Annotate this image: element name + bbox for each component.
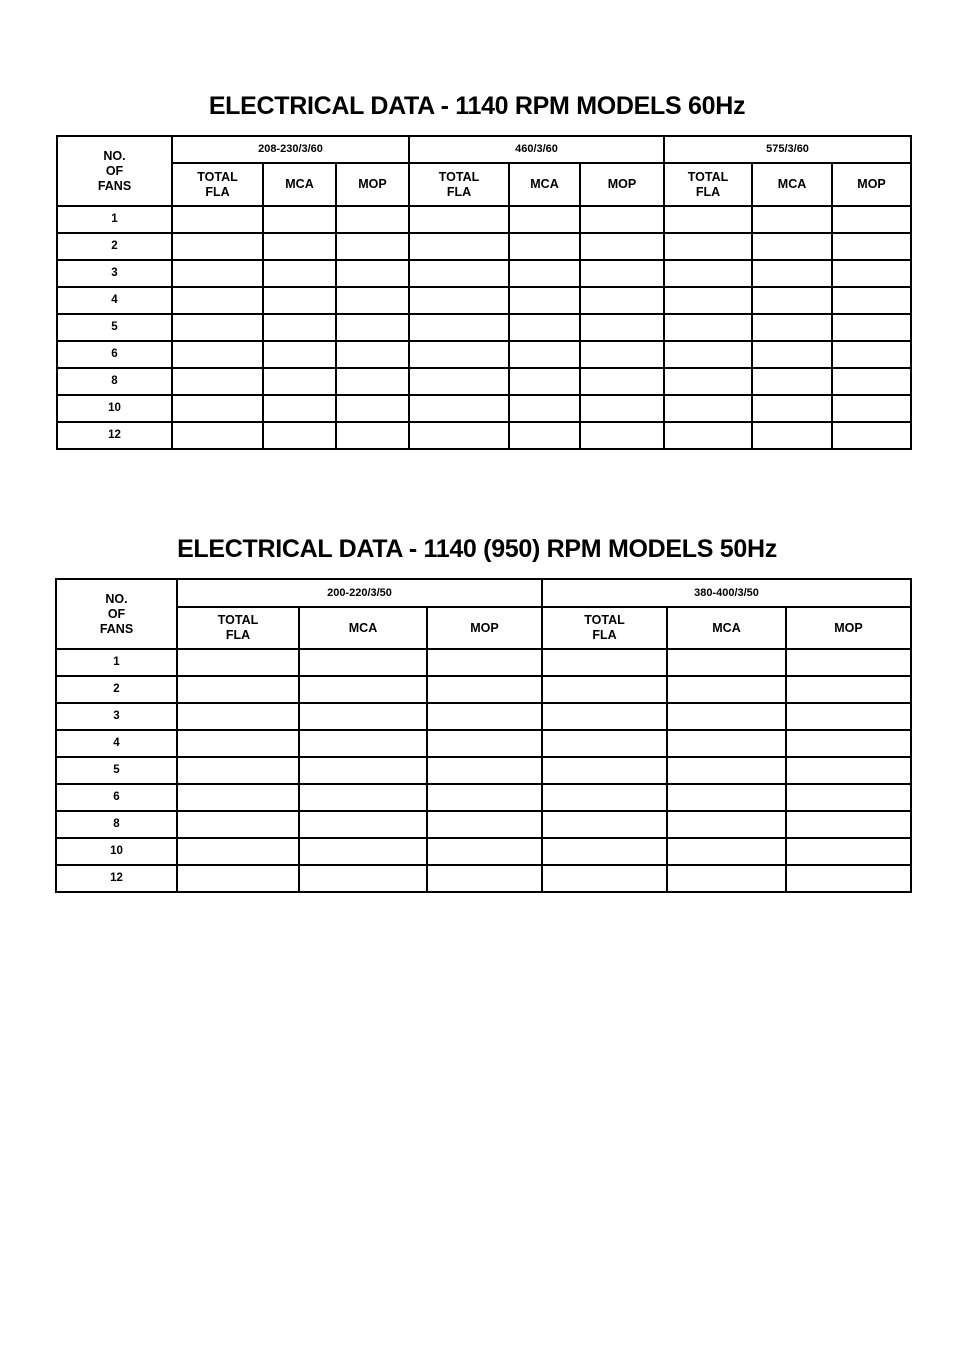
table-50hz-title: ELECTRICAL DATA - 1140 (950) RPM MODELS 50Hz [177,535,777,563]
empty-value-cell [172,395,263,422]
fan-count-cell: 1 [57,206,172,233]
empty-value-cell [832,314,911,341]
empty-value-cell [664,233,752,260]
empty-value-cell [263,314,336,341]
empty-value-cell [409,368,509,395]
empty-value-cell [580,233,664,260]
table-row [57,422,911,449]
total-fla-header [177,607,299,649]
empty-value-cell [177,865,299,892]
empty-value-cell [664,368,752,395]
empty-value-cell [786,784,911,811]
fla-label: FLA [592,628,617,642]
table-row [56,811,911,838]
empty-value-cell [752,206,832,233]
empty-value-cell [172,368,263,395]
empty-value-cell [299,838,427,865]
table-row [57,314,911,341]
fla-label: FLA [446,184,472,199]
empty-value-cell [667,811,786,838]
empty-value-cell [542,784,667,811]
empty-value-cell [786,757,911,784]
empty-value-cell [336,341,409,368]
table-row [56,865,911,892]
table-row [57,368,911,395]
table-60hz-title: ELECTRICAL DATA - 1140 RPM MODELS 60Hz [208,92,746,120]
empty-value-cell [580,287,664,314]
empty-value-cell [336,260,409,287]
empty-value-cell [542,865,667,892]
empty-value-cell [299,730,427,757]
empty-value-cell [542,676,667,703]
empty-value-cell [786,838,911,865]
empty-value-cell [509,422,580,449]
table-row [57,260,911,287]
no-of-fans-header [56,579,177,649]
empty-value-cell [509,260,580,287]
empty-value-cell [172,260,263,287]
empty-value-cell [786,730,911,757]
mop-header: MOP [580,163,664,206]
fan-count-cell: 10 [57,395,172,422]
empty-value-cell [509,341,580,368]
voltage-group-header: 460/3/60 [409,136,664,163]
empty-value-cell [752,314,832,341]
empty-value-cell [177,676,299,703]
fan-count-cell: 8 [56,811,177,838]
fan-count-cell: 6 [57,341,172,368]
table-row [56,649,911,676]
total-fla-header [542,607,667,649]
voltage-group-header: 575/3/60 [664,136,911,163]
empty-value-cell [752,395,832,422]
total-label: TOTAL [687,169,729,184]
fans-label-line: FANS [97,178,132,193]
fan-count-cell: 3 [57,260,172,287]
empty-value-cell [172,287,263,314]
empty-value-cell [427,865,542,892]
empty-value-cell [664,206,752,233]
empty-value-cell [667,784,786,811]
table-row [56,676,911,703]
empty-value-cell [752,260,832,287]
empty-value-cell [263,422,336,449]
empty-value-cell [263,260,336,287]
empty-value-cell [263,341,336,368]
empty-value-cell [427,730,542,757]
empty-value-cell [509,395,580,422]
fan-count-cell: 2 [56,676,177,703]
empty-value-cell [580,368,664,395]
empty-value-cell [580,395,664,422]
empty-value-cell [786,703,911,730]
empty-value-cell [172,422,263,449]
total-fla-header [172,163,263,206]
empty-value-cell [427,811,542,838]
empty-value-cell [299,703,427,730]
empty-value-cell [580,341,664,368]
empty-value-cell [409,341,509,368]
empty-value-cell [299,784,427,811]
empty-value-cell [667,676,786,703]
total-fla-header [664,163,752,206]
fan-count-cell: 5 [57,314,172,341]
empty-value-cell [172,314,263,341]
empty-value-cell [336,368,409,395]
empty-value-cell [336,422,409,449]
empty-value-cell [832,260,911,287]
table-row [56,703,911,730]
empty-value-cell [667,838,786,865]
total-label: TOTAL [197,169,238,184]
table-row [56,757,911,784]
empty-value-cell [832,395,911,422]
empty-value-cell [409,206,509,233]
empty-value-cell [786,676,911,703]
empty-value-cell [752,368,832,395]
fan-count-cell: 10 [56,838,177,865]
fan-count-cell: 4 [56,730,177,757]
fans-label-line: FANS [99,621,134,636]
empty-value-cell [409,260,509,287]
table-row [57,233,911,260]
fans-label-line: OF [105,163,124,178]
table-row [57,341,911,368]
mop-header: MOP [832,163,911,206]
empty-value-cell [409,233,509,260]
empty-value-cell [832,341,911,368]
voltage-group-header: 380-400/3/50 [542,579,911,607]
empty-value-cell [177,838,299,865]
empty-value-cell [409,287,509,314]
total-fla-header [409,163,509,206]
fan-count-cell: 12 [57,422,172,449]
empty-value-cell [509,206,580,233]
fan-count-cell: 5 [56,757,177,784]
mca-header: MCA [299,607,427,649]
electrical-data-60hz-table [56,135,912,450]
empty-value-cell [542,703,667,730]
empty-value-cell [427,784,542,811]
empty-value-cell [509,368,580,395]
mop-header: MOP [427,607,542,649]
fan-count-cell: 12 [56,865,177,892]
fla-label: FLA [205,184,230,199]
empty-value-cell [177,649,299,676]
empty-value-cell [177,730,299,757]
empty-value-cell [299,676,427,703]
empty-value-cell [263,368,336,395]
empty-value-cell [667,703,786,730]
empty-value-cell [409,422,509,449]
empty-value-cell [580,314,664,341]
fans-label-line: NO. [105,591,128,606]
table-row [56,838,911,865]
empty-value-cell [752,341,832,368]
fan-count-cell: 8 [57,368,172,395]
empty-value-cell [542,730,667,757]
empty-value-cell [409,395,509,422]
mop-header: MOP [786,607,911,649]
empty-value-cell [667,649,786,676]
fan-count-cell: 6 [56,784,177,811]
empty-value-cell [667,757,786,784]
empty-value-cell [752,422,832,449]
empty-value-cell [299,811,427,838]
empty-value-cell [336,314,409,341]
empty-value-cell [752,233,832,260]
empty-value-cell [664,341,752,368]
empty-value-cell [664,395,752,422]
table-row [57,206,911,233]
empty-value-cell [580,422,664,449]
mca-header: MCA [509,163,580,206]
fla-label: FLA [225,628,251,642]
empty-value-cell [664,287,752,314]
total-label: TOTAL [438,169,480,184]
empty-value-cell [667,865,786,892]
empty-value-cell [172,341,263,368]
electrical-data-50hz-table [55,578,912,893]
empty-value-cell [832,206,911,233]
empty-value-cell [263,233,336,260]
empty-value-cell [336,287,409,314]
empty-value-cell [752,287,832,314]
empty-value-cell [172,206,263,233]
empty-value-cell [786,811,911,838]
empty-value-cell [177,784,299,811]
empty-value-cell [667,730,786,757]
voltage-group-header: 208-230/3/60 [172,136,409,163]
empty-value-cell [664,422,752,449]
empty-value-cell [177,757,299,784]
empty-value-cell [786,865,911,892]
total-label: TOTAL [217,613,259,627]
table-row [56,784,911,811]
empty-value-cell [509,287,580,314]
empty-value-cell [263,395,336,422]
empty-value-cell [542,811,667,838]
empty-value-cell [336,206,409,233]
empty-value-cell [427,703,542,730]
empty-value-cell [177,703,299,730]
empty-value-cell [427,649,542,676]
fans-label-line: NO. [103,148,126,163]
empty-value-cell [427,838,542,865]
empty-value-cell [509,233,580,260]
no-of-fans-header [57,136,172,206]
empty-value-cell [832,422,911,449]
empty-value-cell [299,757,427,784]
empty-value-cell [832,233,911,260]
fan-count-cell: 2 [57,233,172,260]
empty-value-cell [336,395,409,422]
table-row [57,287,911,314]
empty-value-cell [542,649,667,676]
empty-value-cell [542,838,667,865]
mca-header: MCA [667,607,786,649]
mop-header: MOP [336,163,409,206]
empty-value-cell [664,314,752,341]
empty-value-cell [172,233,263,260]
empty-value-cell [542,757,667,784]
empty-value-cell [299,649,427,676]
empty-value-cell [509,314,580,341]
empty-value-cell [580,260,664,287]
fan-count-cell: 3 [56,703,177,730]
empty-value-cell [427,757,542,784]
empty-value-cell [786,649,911,676]
empty-value-cell [299,865,427,892]
empty-value-cell [177,811,299,838]
fans-label-line: OF [107,606,126,621]
empty-value-cell [263,287,336,314]
total-label: TOTAL [584,613,625,627]
fan-count-cell: 4 [57,287,172,314]
empty-value-cell [427,676,542,703]
mca-header: MCA [263,163,336,206]
empty-value-cell [336,233,409,260]
table-row [56,730,911,757]
empty-value-cell [409,314,509,341]
voltage-group-header: 200-220/3/50 [177,579,542,607]
empty-value-cell [580,206,664,233]
fan-count-cell: 1 [56,649,177,676]
empty-value-cell [832,368,911,395]
empty-value-cell [664,260,752,287]
empty-value-cell [263,206,336,233]
empty-value-cell [832,287,911,314]
mca-header: MCA [752,163,832,206]
fla-label: FLA [695,184,721,199]
table-row [57,395,911,422]
